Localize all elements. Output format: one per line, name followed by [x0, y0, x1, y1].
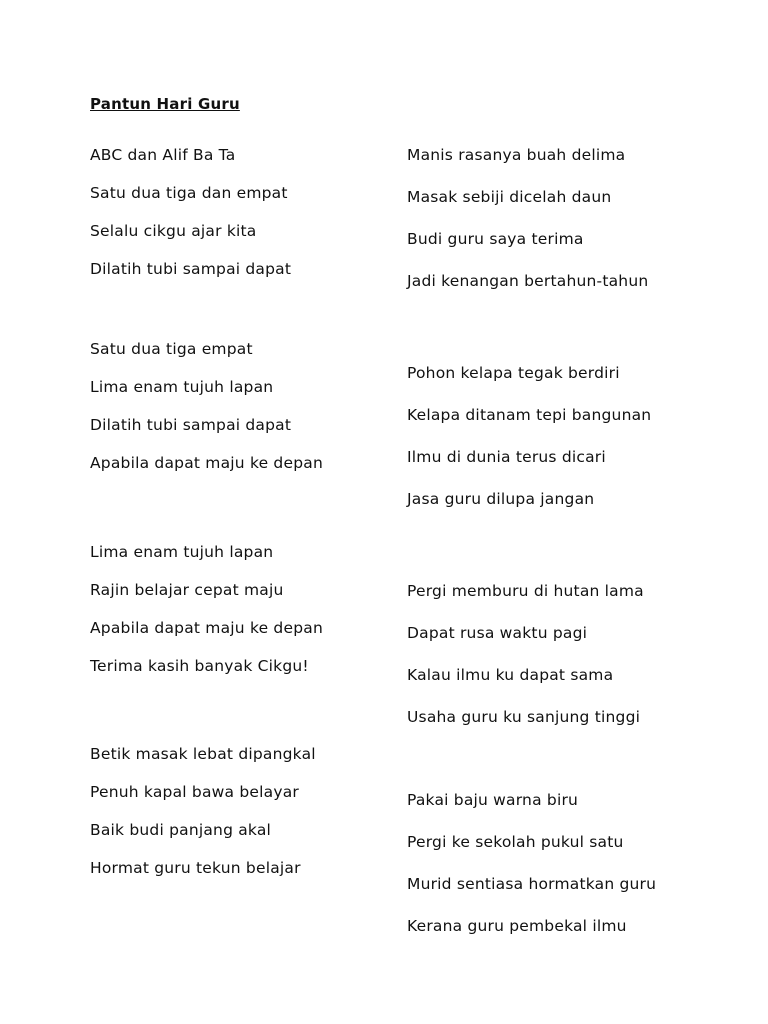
pantun-line: Selalu cikgu ajar kita — [90, 222, 257, 240]
pantun-line: Murid sentiasa hormatkan guru — [407, 875, 657, 893]
pantun-line: Penuh kapal bawa belayar — [90, 783, 299, 801]
document-title: Pantun Hari Guru — [90, 95, 240, 113]
pantun-line: Lima enam tujuh lapan — [90, 543, 274, 561]
pantun-stanza — [90, 744, 316, 896]
pantun-stanza — [407, 363, 651, 531]
pantun-line: Kelapa ditanam tepi bangunan — [407, 406, 652, 424]
pantun-line: Apabila dapat maju ke depan — [90, 454, 323, 472]
pantun-line: Dilatih tubi sampai dapat — [90, 416, 292, 434]
pantun-line: Baik budi panjang akal — [90, 821, 272, 839]
pantun-line: Pergi memburu di hutan lama — [407, 582, 644, 600]
pantun-line: Kalau ilmu ku dapat sama — [407, 666, 614, 684]
pantun-line: Budi guru saya terima — [407, 230, 584, 248]
pantun-line: Terima kasih banyak Cikgu! — [90, 657, 309, 675]
pantun-line: Pakai baju warna biru — [407, 791, 579, 809]
pantun-line: Apabila dapat maju ke depan — [90, 619, 323, 637]
pantun-line: Satu dua tiga empat — [90, 340, 253, 358]
pantun-line: Betik masak lebat dipangkal — [90, 745, 316, 763]
pantun-stanza — [407, 790, 656, 958]
pantun-stanza — [407, 145, 648, 313]
pantun-line: Jadi kenangan bertahun-tahun — [407, 272, 649, 290]
pantun-line: Satu dua tiga dan empat — [90, 184, 288, 202]
pantun-stanza — [407, 581, 644, 749]
pantun-line: Ilmu di dunia terus dicari — [407, 448, 606, 466]
pantun-line: Lima enam tujuh lapan — [90, 378, 274, 396]
pantun-line: ABC dan Alif Ba Ta — [90, 146, 236, 164]
pantun-stanza — [90, 339, 323, 491]
pantun-line: Jasa guru dilupa jangan — [407, 490, 595, 508]
pantun-line: Kerana guru pembekal ilmu — [407, 917, 627, 935]
pantun-line: Dapat rusa waktu pagi — [407, 624, 588, 642]
pantun-line: Rajin belajar cepat maju — [90, 581, 284, 599]
pantun-line: Masak sebiji dicelah daun — [407, 188, 612, 206]
pantun-stanza — [90, 542, 323, 694]
pantun-line: Pohon kelapa tegak berdiri — [407, 364, 620, 382]
pantun-stanza — [90, 145, 291, 297]
pantun-line: Dilatih tubi sampai dapat — [90, 260, 292, 278]
pantun-line: Manis rasanya buah delima — [407, 146, 626, 164]
pantun-line: Hormat guru tekun belajar — [90, 859, 301, 877]
pantun-line: Usaha guru ku sanjung tinggi — [407, 708, 641, 726]
pantun-line: Pergi ke sekolah pukul satu — [407, 833, 624, 851]
